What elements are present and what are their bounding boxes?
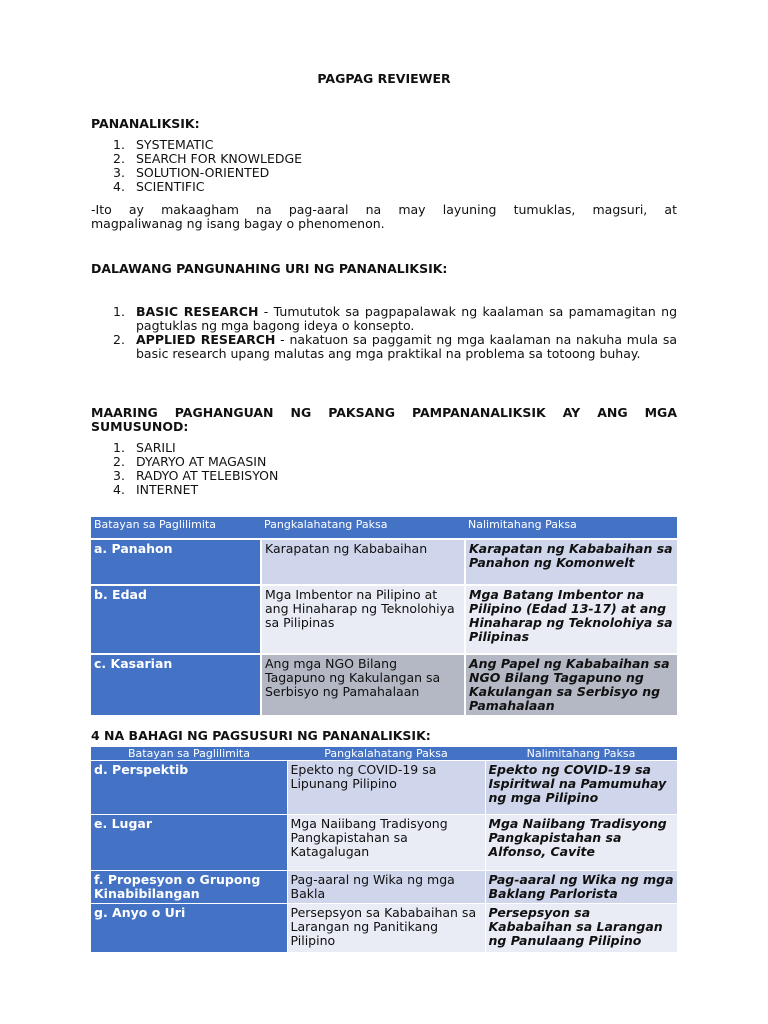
table-header-cell: Pangkalahatang Paksa	[287, 747, 485, 761]
list-sources	[91, 441, 677, 497]
table-row	[91, 539, 677, 585]
table-cell: Karapatan ng Kababaihan sa Panahon ng Komonwelt	[465, 539, 677, 585]
list-item: 2. SEARCH FOR KNOWLEDGE	[113, 151, 303, 166]
heading-pananaliksik: PANANALIKSIK:	[91, 116, 200, 131]
table-cell: Pag-aaral ng Wika ng mga Bakla	[287, 871, 485, 904]
definition-paragraph: -Ito ay makaagham na pag-aaral na may layuning tumuklas, magsuri, at magpaliwanag ng isang bagay o phenomenon.	[91, 202, 677, 231]
table-cell: b. Edad	[91, 585, 261, 654]
table-header-row	[91, 747, 677, 761]
table-row	[91, 761, 677, 815]
table-header-cell: Nalimitahang Paksa	[485, 747, 677, 761]
table-paglilimita-2	[91, 747, 677, 952]
table-cell: Ang Papel ng Kababaihan sa NGO Bilang Tagapuno ng Kakulangan sa Serbisyo ng Pamahalaan	[465, 654, 677, 715]
table-row	[91, 815, 677, 871]
table-cell: f. Propesyon o Grupong Kinabibilangan	[91, 871, 287, 904]
heading-bahagi-ng-pagsusuri: 4 NA BAHAGI NG PAGSUSURI NG PANANALIKSIK:	[91, 728, 431, 743]
table-header-cell: Nalimitahang Paksa	[465, 517, 677, 539]
table-row	[91, 904, 677, 952]
table-cell: Mga Batang Imbentor na Pilipino (Edad 13-17) at ang Hinaharap ng Teknolohiya sa Pilipinas	[465, 585, 677, 654]
list-item: 2. DYARYO AT MAGASIN	[113, 454, 267, 469]
table-cell: Epekto ng COVID-19 sa Ispiritwal na Pamumuhay ng mga Pilipino	[485, 761, 677, 815]
table-header-cell: Batayan sa Paglilimita	[91, 517, 261, 539]
table-cell: Mga Naiibang Tradisyong Pangkapistahan sa Alfonso, Cavite	[485, 815, 677, 871]
list-item: 1. BASIC RESEARCH - Tumututok sa pagpapalawak ng kaalaman sa pamamagitan ng pagtuklas ng mga bagong ideya o konsepto.	[113, 304, 677, 333]
table-cell: g. Anyo o Uri	[91, 904, 287, 952]
table-cell: d. Perspektib	[91, 761, 287, 815]
heading-paghanguan: MAARING PAGHANGUAN NG PAKSANG PAMPANANALIKSIK AY ANG MGA SUMUSUNOD:	[91, 405, 677, 434]
list-pananaliksik-traits	[91, 138, 677, 194]
table-cell: Ang mga NGO Bilang Tagapuno ng Kakulangan sa Serbisyo ng Pamahalaan	[261, 654, 465, 715]
table-cell: Persepsyon sa Kababaihan sa Larangan ng Panulaang Pilipino	[485, 904, 677, 952]
table-cell: Epekto ng COVID-19 sa Lipunang Pilipino	[287, 761, 485, 815]
list-item: 3. SOLUTION-ORIENTED	[113, 165, 270, 180]
table-cell: e. Lugar	[91, 815, 287, 871]
list-item: 2. APPLIED RESEARCH - nakatuon sa paggamit ng mga kaalaman na nakuha mula sa basic research upang malutas ang mga praktikal na problema sa totoong buhay.	[113, 332, 677, 361]
table-paglilimita-1	[91, 517, 677, 715]
table-row	[91, 654, 677, 715]
table-row	[91, 871, 677, 904]
list-item: 4. SCIENTIFIC	[113, 179, 205, 194]
heading-uri-ng-pananaliksik: DALAWANG PANGUNAHING URI NG PANANALIKSIK:	[91, 261, 448, 276]
table-cell: Pag-aaral ng Wika ng mga Baklang Parlorista	[485, 871, 677, 904]
table-cell: Mga Imbentor na Pilipino at ang Hinaharap ng Teknolohiya sa Pilipinas	[261, 585, 465, 654]
list-item: 1. SARILI	[113, 440, 176, 455]
document-title: PAGPAG REVIEWER	[317, 71, 451, 86]
table-cell: c. Kasarian	[91, 654, 261, 715]
table-row	[91, 585, 677, 654]
table-cell: a. Panahon	[91, 539, 261, 585]
table-header-cell: Pangkalahatang Paksa	[261, 517, 465, 539]
table-header-row	[91, 517, 677, 539]
table-cell: Persepsyon sa Kababaihan sa Larangan ng Panitikang Pilipino	[287, 904, 485, 952]
table-cell: Mga Naiibang Tradisyong Pangkapistahan sa Katagalugan	[287, 815, 485, 871]
list-research-types	[91, 305, 677, 361]
table-cell: Karapatan ng Kababaihan	[261, 539, 465, 585]
list-item: 1. SYSTEMATIC	[113, 137, 214, 152]
list-item: 3. RADYO AT TELEBISYON	[113, 468, 279, 483]
list-item: 4. INTERNET	[113, 482, 199, 497]
table-header-cell: Batayan sa Paglilimita	[91, 747, 287, 761]
